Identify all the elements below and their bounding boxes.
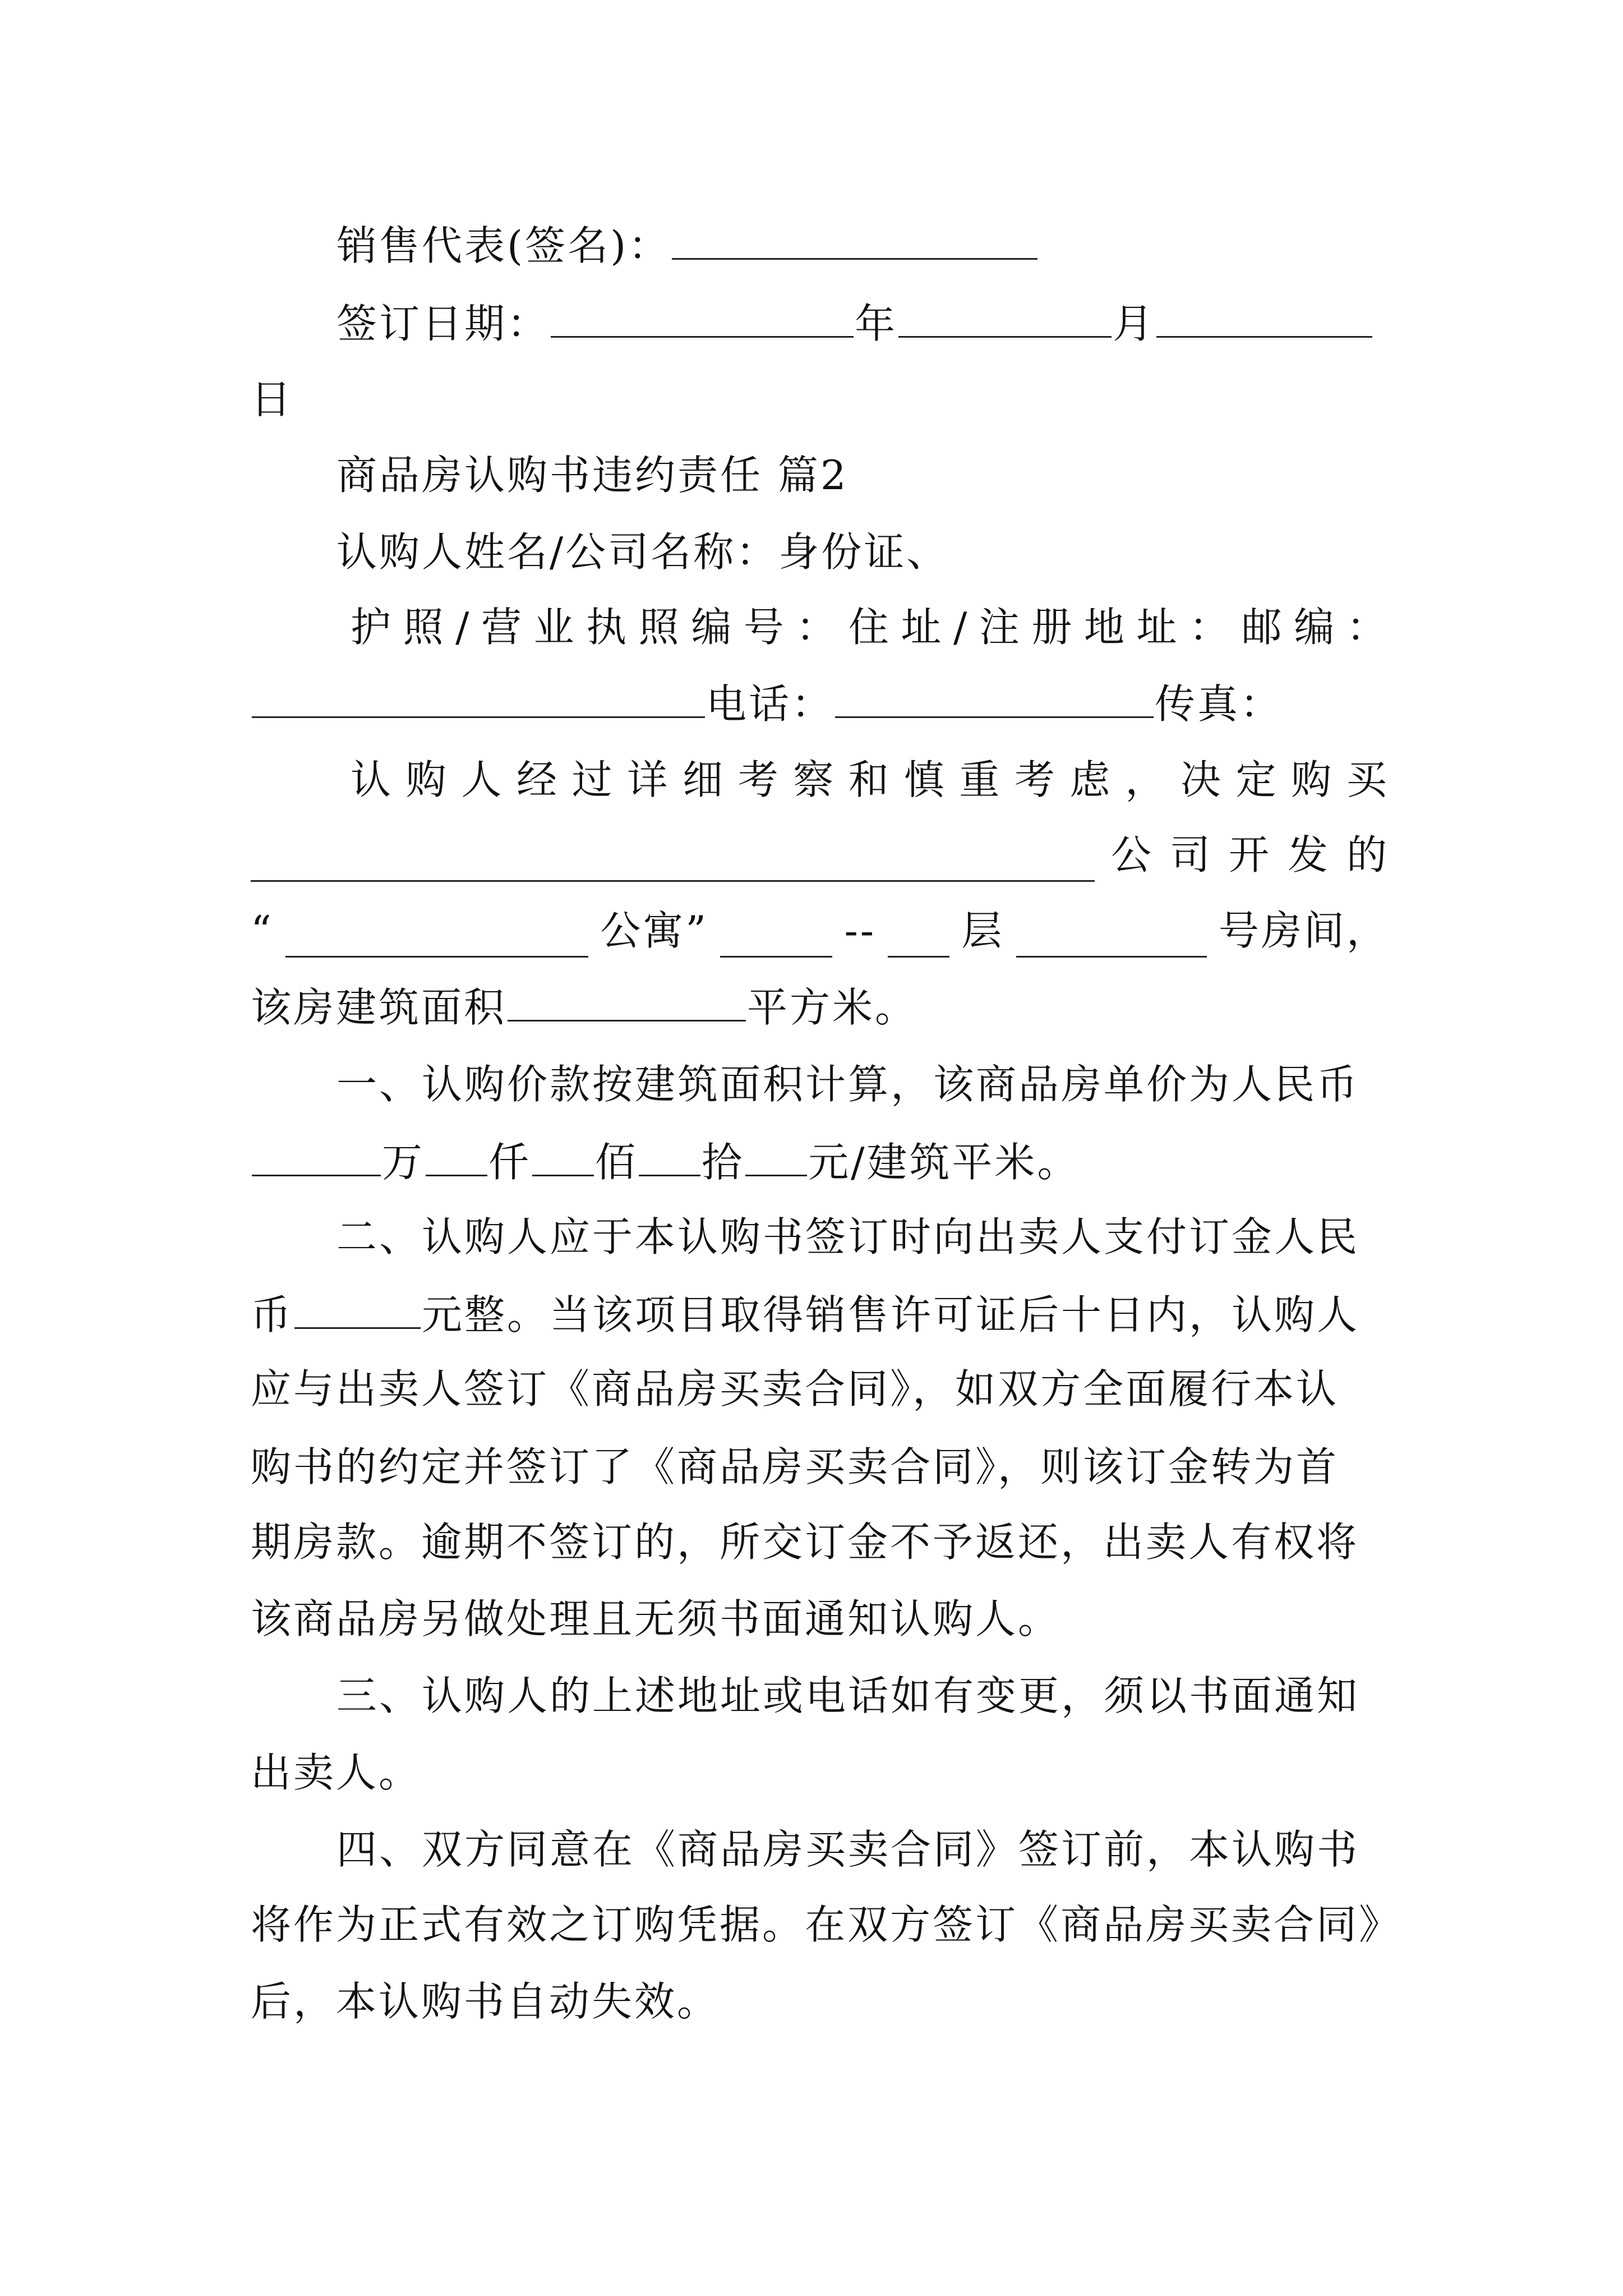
id-line-char: 护 xyxy=(351,604,394,651)
id-line-char: 编 xyxy=(691,604,734,651)
floor-blank xyxy=(888,915,949,958)
id-line-char: 营 xyxy=(481,604,524,651)
apartment-label: 公寓” xyxy=(600,907,709,954)
signing-month-blank xyxy=(898,296,1112,338)
id-line-char: ： xyxy=(1346,604,1389,651)
clause-2-text: 二、认购人应于本认购书签订时向出卖人支付订金人民 xyxy=(336,1213,1360,1260)
area-line xyxy=(251,979,1389,1033)
intro-char: 慎 xyxy=(903,756,947,803)
intro-char: 买 xyxy=(1346,756,1389,803)
floor-label: 层 xyxy=(961,907,1004,954)
intro-char: 购 xyxy=(405,756,449,803)
clause-3-text: 出卖人。 xyxy=(251,1749,422,1796)
signing-day-line xyxy=(251,372,1389,426)
id-line-char: 号 xyxy=(743,604,786,651)
intro-line xyxy=(351,753,1389,807)
price-qian-blank xyxy=(426,1134,487,1176)
intro-char: 经 xyxy=(516,756,559,803)
wan-label: 万 xyxy=(382,1139,425,1186)
clause-2-line-5 xyxy=(251,1515,1389,1569)
developer-char: 的 xyxy=(1346,831,1389,878)
section-title xyxy=(336,448,1389,502)
open-quote: “ xyxy=(251,907,274,954)
postcode-blank xyxy=(252,676,705,718)
clause-3-line-1 xyxy=(336,1669,1389,1723)
developer-char: 开 xyxy=(1228,831,1271,878)
clause-4-line-1 xyxy=(336,1823,1389,1876)
intro-char: 察 xyxy=(793,756,836,803)
area-unit: 平方米。 xyxy=(747,984,918,1031)
apartment-name-blank xyxy=(285,915,588,958)
developer-blank xyxy=(251,840,1095,882)
intro-char: 和 xyxy=(848,756,891,803)
clause-4-text: 将作为正式有效之订购凭据。在双方签订《商品房买卖合同》 xyxy=(251,1901,1402,1948)
shi-label: 拾 xyxy=(702,1139,745,1186)
clause-4-line-3 xyxy=(251,1975,1389,2028)
clause-4-line-2 xyxy=(251,1898,1402,1952)
intro-char: 重 xyxy=(959,756,1002,803)
clause-1-line-1 xyxy=(336,1057,1389,1111)
signing-year-label: 年 xyxy=(855,300,898,347)
area-label: 该房建筑面积 xyxy=(251,984,507,1031)
clause-2-text: 该商品房另做处理且无须书面通知认购人。 xyxy=(251,1595,1061,1642)
id-line-char: / xyxy=(953,604,970,651)
clause-2-line-2 xyxy=(251,1287,1389,1341)
clause-2-text: 币 xyxy=(251,1291,294,1338)
intro-char: 虑 xyxy=(1069,756,1113,803)
intro-char: 考 xyxy=(1014,756,1057,803)
yuan-label: 元/建筑平米。 xyxy=(808,1139,1080,1186)
phone-blank xyxy=(835,676,1154,718)
clause-2-line-1 xyxy=(336,1210,1389,1264)
id-line-char: 照 xyxy=(403,604,446,651)
intro-char: 过 xyxy=(571,756,615,803)
id-line-char: 址 xyxy=(1136,604,1179,651)
dash: -- xyxy=(844,907,877,954)
apartment-line xyxy=(251,904,1389,958)
clause-2-text: 应与出卖人签订《商品房买卖合同》，如双方全面履行本认 xyxy=(251,1365,1339,1412)
clause-3-line-2 xyxy=(251,1746,1389,1800)
buyer-name-line xyxy=(336,525,1389,579)
signing-day-label: 日 xyxy=(251,376,294,423)
signing-day-blank xyxy=(1156,296,1372,338)
id-line-char: 注 xyxy=(979,604,1022,651)
clause-1-text: 一、认购价款按建筑面积计算，该商品房单价为人民币 xyxy=(336,1061,1360,1108)
buyer-name-label: 认购人姓名/公司名称：身份证、 xyxy=(336,528,949,576)
sales-rep-signature-line xyxy=(336,218,1389,272)
id-line-char: 册 xyxy=(1031,604,1075,651)
clause-4-text: 四、双方同意在《商品房买卖合同》签订前，本认购书 xyxy=(336,1826,1360,1873)
intro-char: 认 xyxy=(351,756,394,803)
id-line-char: / xyxy=(455,604,472,651)
intro-char: 购 xyxy=(1291,756,1334,803)
intro-char: 决 xyxy=(1180,756,1223,803)
bai-label: 佰 xyxy=(595,1139,638,1186)
id-line-char: ： xyxy=(796,604,839,651)
section-title-text: 商品房认购书违约责任 篇2 xyxy=(336,452,849,499)
clause-2-text: 购书的约定并签订了《商品房买卖合同》，则该订金转为首 xyxy=(251,1443,1339,1490)
clause-2-line-3 xyxy=(251,1362,1389,1416)
id-line-char: 邮 xyxy=(1241,604,1284,651)
id-line-char: 执 xyxy=(586,604,629,651)
price-yuan-blank xyxy=(745,1134,807,1176)
sales-rep-signature-label: 销售代表(签名)： xyxy=(336,222,671,269)
building-blank xyxy=(720,915,832,958)
clause-3-text: 三、认购人的上述地址或电话如有变更，须以书面通知 xyxy=(336,1672,1360,1719)
clause-2-text: 期房款。逾期不签订的，所交订金不予返还，出卖人有权将 xyxy=(251,1519,1359,1566)
deposit-blank xyxy=(294,1287,421,1329)
signing-year-blank xyxy=(551,296,854,338)
id-line-char: 业 xyxy=(533,604,577,651)
intro-char: 考 xyxy=(737,756,781,803)
clause-1-line-2 xyxy=(251,1134,1389,1188)
room-label: 号房间， xyxy=(1218,907,1389,954)
fax-label: 传真： xyxy=(1155,680,1283,728)
clause-4-text: 后，本认购书自动失效。 xyxy=(251,1978,720,2025)
sales-rep-signature-blank xyxy=(672,218,1038,260)
id-line-char: 住 xyxy=(848,604,891,651)
intro-char: 细 xyxy=(682,756,725,803)
signing-month-label: 月 xyxy=(1113,300,1156,347)
id-line-char: 编 xyxy=(1294,604,1337,651)
id-line-char: ： xyxy=(1189,604,1232,651)
signing-date-line xyxy=(336,296,1389,349)
developer-char: 发 xyxy=(1287,831,1330,878)
clause-2-text: 元整。当该项目取得销售许可证后十日内，认购人 xyxy=(422,1291,1360,1338)
intro-char: 定 xyxy=(1235,756,1279,803)
qian-label: 仟 xyxy=(488,1139,532,1186)
intro-char: 详 xyxy=(627,756,670,803)
clause-2-line-6 xyxy=(251,1592,1389,1646)
id-line-char: 地 xyxy=(1083,604,1127,651)
signing-date-label: 签订日期： xyxy=(336,300,550,347)
room-blank xyxy=(1016,915,1207,958)
id-address-line xyxy=(351,600,1389,654)
id-line-char: 址 xyxy=(901,604,944,651)
id-line-char: 照 xyxy=(638,604,681,651)
area-blank xyxy=(508,979,746,1022)
developer-char: 公 xyxy=(1110,831,1154,878)
price-wan-blank xyxy=(252,1134,381,1176)
developer-line xyxy=(251,828,1389,882)
price-shi-blank xyxy=(639,1134,700,1176)
clause-2-line-4 xyxy=(251,1440,1389,1494)
intro-char: 人 xyxy=(461,756,504,803)
contact-line xyxy=(251,676,1389,730)
price-bai-blank xyxy=(532,1134,594,1176)
intro-char: ， xyxy=(1125,756,1168,803)
phone-label: 电话： xyxy=(706,680,834,728)
developer-char: 司 xyxy=(1169,831,1212,878)
